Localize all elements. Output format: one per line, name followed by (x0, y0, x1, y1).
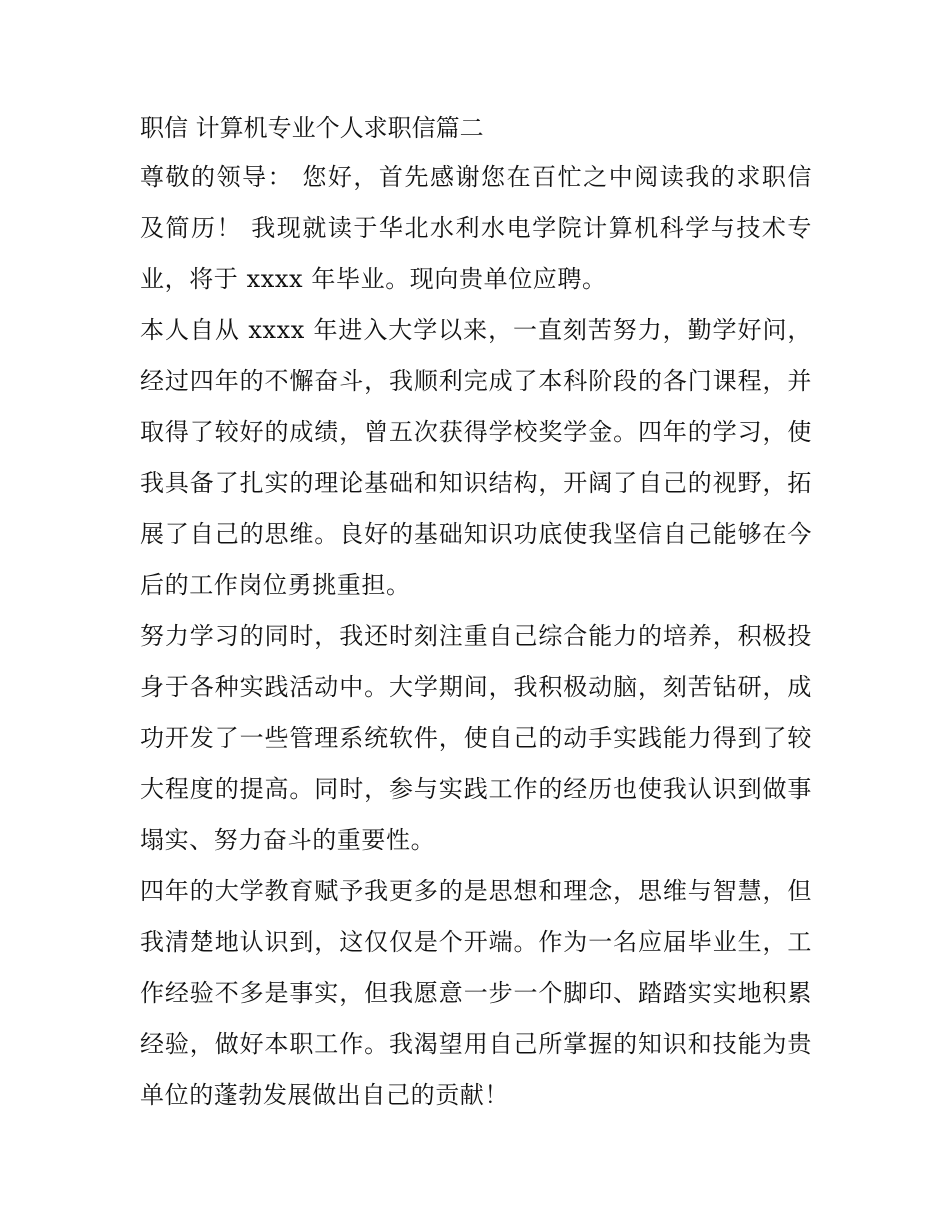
paragraph-greeting: 尊敬的领导： 您好，首先感谢您在百忙之中阅读我的求职信及简历！ 我现就读于华北水利水电学院计算机科学与技术专业，将于 xxxx 年毕业。现向贵单位应聘。 (140, 163, 812, 293)
paragraph-practice: 努力学习的同时，我还时刻注重自己综合能力的培养，积极投身于各种实践活动中。大学期间，我积极动脑，刻苦钻研，成功开发了一些管理系统软件，使自己的动手实践能力得到了较大程度的提高。同时，参与实践工作的经历也使我认识到做事塌实、努力奋斗的重要性。 (140, 622, 812, 854)
document-body (140, 104, 812, 1121)
document-title: 职信 计算机专业个人求职信篇二 (140, 114, 484, 142)
paragraph-closing: 四年的大学教育赋予我更多的是思想和理念，思维与智慧，但我清楚地认识到，这仅仅是个开端。作为一名应届毕业生，工作经验不多是事实，但我愿意一步一个脚印、踏踏实实地积累经验，做好本职工作。我渴望用自己所掌握的知识和技能为贵单位的蓬勃发展做出自己的贡献！ (140, 877, 812, 1109)
paragraph-study: 本人自从 xxxx 年进入大学以来，一直刻苦努力，勤学好问，经过四年的不懈奋斗，我顺利完成了本科阶段的各门课程，并取得了较好的成绩，曾五次获得学校奖学金。四年的学习，使我具备了扎实的理论基础和知识结构，开阔了自己的视野，拓展了自己的思维。良好的基础知识功底使我坚信自己能够在今后的工作岗位勇挑重担。 (140, 316, 812, 599)
